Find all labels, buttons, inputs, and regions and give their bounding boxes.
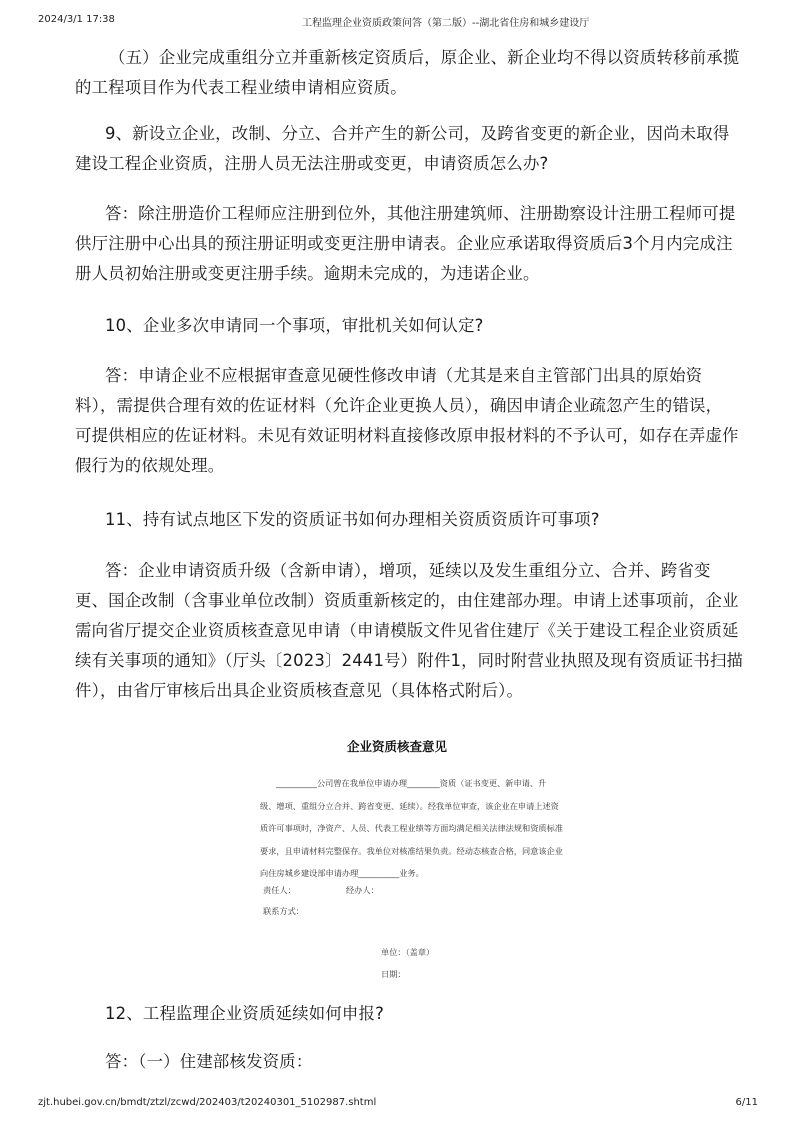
answer-11: 答：企业申请资质升级（含新申请），增项，延续以及发生重组分立、合并、跨省变 更、国企改制（含事业单位改制）资质重新核定的，由住建部办理。申请上述事项前，企业 需向省厅提交企业资质核查意见申请（申请模版文件见省住建厅《关于建设工程企业资质延 续有关事项的通知》（厅头〔2023〕2441号）附件1，同时附营业执照及现有资质证书扫描 件），由省厅审核后出具企业资质核查意见（具体格式附后）。 <box>75 561 744 700</box>
print-datetime: 2024/3/1 17:38 <box>38 14 115 25</box>
form-responsible-label: 责任人： <box>263 885 296 895</box>
form-title: 企业资质核查意见 <box>346 739 447 754</box>
answer-10: 答：申请企业不应根据审查意见硬性修改申请（尤其是来自主管部门出具的原始资 料），需提供合理有效的佐证材料（允许企业更换人员），确因申请企业疏忽产生的错误， 可提供相应的佐证材料。未见有效证明材料直接修改原申报材料的不予认可，如存在弄虚作 假行为的依规处理。 <box>75 366 739 475</box>
answer-12-intro: 答：（一）住建部核发资质： <box>105 1052 313 1071</box>
question-9: 9、新设立企业，改制、分立、合并产生的新公司，及跨省变更的新企业，因尚未取得 建设工程企业资质，注册人员无法注册或变更，申请资质怎么办? <box>75 124 730 173</box>
page-header-title: 工程监理企业资质政策问答（第二版）--湖北省住房和城乡建设厅 <box>302 18 590 29</box>
form-unit-seal-label: 单位：（盖章） <box>381 947 435 957</box>
question-11: 11、持有试点地区下发的资质证书如何办理相关资质资质许可事项? <box>105 510 600 529</box>
page-number: 6/11 <box>735 1097 758 1108</box>
question-12: 12、工程监理企业资质延续如何申报? <box>105 1004 385 1023</box>
form-handler-label: 经办人： <box>346 885 379 895</box>
question-10: 10、企业多次申请同一个事项，审批机关如何认定? <box>105 316 484 335</box>
page-header <box>0 14 794 34</box>
answer-9: 答：除注册造价工程师应注册到位外，其他注册建筑师、注册勘察设计注册工程师可提 供厅注册中心出具的预注册证明或变更注册申请表。企业应承诺取得资质后3个月内完成注 册人员初始注册或变更注册手续。逾期未完成的，为违诺企业。 <box>75 204 736 283</box>
page-footer <box>0 1097 794 1117</box>
page-url: zjt.hubei.gov.cn/bmdt/ztzl/zcwd/202403/t20240301_5102987.shtml <box>38 1097 377 1108</box>
form-contact-label: 联系方式： <box>263 906 304 916</box>
form-date-label: 日期： <box>381 969 406 979</box>
form-body: __________公司曾在我单位申请办理________资质（证书变更、新申请、升 级、增项、重组分立合并、跨省变更、延续）。经我单位审查，该企业在申请上述资 质许可事项时，净资产、人员、代表工程业绩等方面均满足相关法律法规和资质标准 要求，且申请材料完整保存。我单位对核准结果负责。经动态核查合格，同意该企业 向住房城乡建设部申请办理__________业务。 <box>260 778 563 878</box>
paragraph-reorg-rule: （五）企业完成重组分立并重新核定资质后，原企业、新企业均不得以资质转移前承揽 的工程项目作为代表工程业绩申请相应资质。 <box>75 48 740 97</box>
